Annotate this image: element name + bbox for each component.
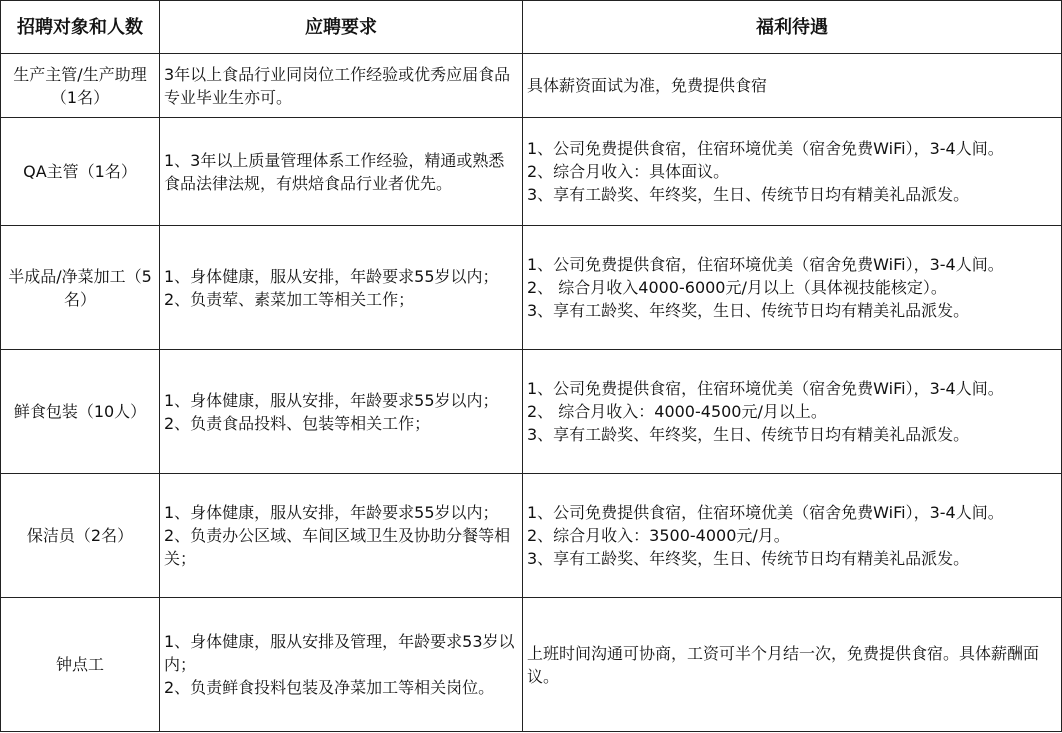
position-cell: 鲜食包装（10人） xyxy=(1,350,160,474)
requirements-cell xyxy=(160,474,523,598)
requirement-line: 1、身体健康，服从安排及管理，年龄要求53岁以内； xyxy=(164,632,515,674)
requirement-line: 2、负责鲜食投料包装及净菜加工等相关岗位。 xyxy=(164,678,495,697)
benefit-line: 1、公司免费提供食宿，住宿环境优美（宿舍免费WiFi），3-4人间。 xyxy=(527,139,1004,158)
benefit-line: 2、综合月收入：具体面议。 xyxy=(527,162,730,181)
benefits-cell xyxy=(523,350,1062,474)
requirement-line: 1、3年以上质量管理体系工作经验，精通或熟悉食品法律法规，有烘焙食品行业者优先。 xyxy=(164,150,505,193)
requirements-cell xyxy=(160,226,523,350)
table-row xyxy=(1,54,1062,118)
benefits-cell xyxy=(523,474,1062,598)
table-row xyxy=(1,598,1062,732)
benefit-line: 2、综合月收入：3500-4000元/月。 xyxy=(527,526,790,545)
position-cell: 钟点工 xyxy=(1,598,160,732)
requirement-line: 2、负责荤、素菜加工等相关工作； xyxy=(164,289,415,309)
table-header-row xyxy=(1,1,1062,54)
requirements-cell xyxy=(160,598,523,732)
requirement-line: 1、身体健康，服从安排，年龄要求55岁以内； xyxy=(164,503,499,522)
table-row xyxy=(1,350,1062,474)
benefit-line: 上班时间沟通可协商，工资可半个月结一次，免费提供食宿。具体薪酬面议。 xyxy=(527,643,1040,686)
benefits-cell xyxy=(523,54,1062,118)
benefits-cell xyxy=(523,226,1062,350)
requirement-line: 2、负责办公区域、车间区域卫生及协助分餐等相关； xyxy=(164,526,511,568)
requirement-line: 1、身体健康，服从安排，年龄要求55岁以内； xyxy=(164,266,499,286)
position-cell: 保洁员（2名） xyxy=(1,474,160,598)
requirement-line: 2、负责食品投料、包装等相关工作； xyxy=(164,413,431,433)
benefit-line: 3、享有工龄奖、年终奖，生日、传统节日均有精美礼品派发。 xyxy=(527,549,970,568)
requirements-cell xyxy=(160,118,523,226)
position-cell: 半成品/净菜加工（5名） xyxy=(1,226,160,350)
position-cell: 生产主管/生产助理（1名） xyxy=(1,54,160,118)
requirements-cell xyxy=(160,54,523,118)
benefit-line: 2、 综合月收入4000-6000元/月以上（具体视技能核定）。 xyxy=(527,278,947,297)
benefit-line: 3、享有工龄奖、年终奖，生日、传统节日均有精美礼品派发。 xyxy=(527,425,970,444)
benefit-line: 具体薪资面试为准，免费提供食宿 xyxy=(527,76,768,95)
benefit-line: 1、公司免费提供食宿，住宿环境优美（宿舍免费WiFi），3-4人间。 xyxy=(527,503,1004,522)
benefit-line: 2、 综合月收入：4000-4500元/月以上。 xyxy=(527,402,827,421)
table-row xyxy=(1,474,1062,598)
benefits-cell xyxy=(523,598,1062,732)
table-row xyxy=(1,118,1062,226)
benefit-line: 1、公司免费提供食宿，住宿环境优美（宿舍免费WiFi），3-4人间。 xyxy=(527,379,1004,398)
header-benefits: 福利待遇 xyxy=(523,1,1062,54)
requirement-line: 1、身体健康，服从安排，年龄要求55岁以内； xyxy=(164,390,499,410)
header-requirements: 应聘要求 xyxy=(160,1,523,54)
position-cell: QA主管（1名） xyxy=(1,118,160,226)
benefits-cell xyxy=(523,118,1062,226)
header-position: 招聘对象和人数 xyxy=(1,1,160,54)
benefit-line: 3、享有工龄奖、年终奖，生日、传统节日均有精美礼品派发。 xyxy=(527,185,970,204)
requirement-line: 3年以上食品行业同岗位工作经验或优秀应届食品专业毕业生亦可。 xyxy=(164,64,511,107)
requirements-cell xyxy=(160,350,523,474)
table-row xyxy=(1,226,1062,350)
benefit-line: 1、公司免费提供食宿，住宿环境优美（宿舍免费WiFi），3-4人间。 xyxy=(527,255,1004,274)
benefit-line: 3、享有工龄奖、年终奖，生日、传统节日均有精美礼品派发。 xyxy=(527,301,970,320)
